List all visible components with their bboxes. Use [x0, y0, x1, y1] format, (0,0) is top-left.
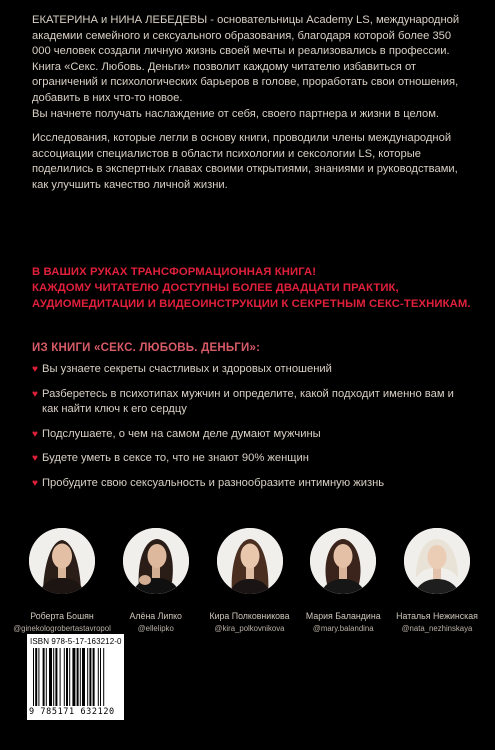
promo-line-1: В ВАШИХ РУКАХ ТРАНСФОРМАЦИОННАЯ КНИГА! — [32, 266, 317, 278]
intro-paragraph-founders — [32, 13, 472, 60]
benefit-text: Пробудите свою сексуальность и разнообразите интимную жизнь — [42, 476, 385, 489]
portrait-illustration — [310, 528, 376, 594]
author-name: Кира Полковникова — [209, 611, 290, 621]
barcode-bars — [33, 648, 119, 708]
barcode-number: 9 785171 632120 — [29, 707, 115, 717]
author-photo — [123, 528, 189, 594]
founders-names: ЕКАТЕРИНА и НИНА ЛЕБЕДЕВЫ — [32, 14, 208, 26]
author-card — [397, 528, 477, 633]
list-item — [32, 427, 472, 443]
list-item — [32, 387, 472, 418]
benefit-text: Вы узнаете секреты счастливых и здоровых отношений — [42, 363, 332, 375]
heart-icon: ♥ — [32, 364, 38, 375]
author-handle: @mary.balandina — [312, 624, 374, 633]
author-name: Роберта Бошян — [30, 611, 94, 621]
list-item — [32, 451, 472, 467]
list-item — [32, 362, 472, 378]
author-photo — [310, 528, 376, 594]
author-photo — [217, 528, 283, 594]
portrait-illustration — [404, 528, 470, 594]
author-photo — [404, 528, 470, 594]
benefit-text: Будете уметь в сексе то, что не знают 90% женщин — [42, 452, 309, 465]
author-handle: @ellelipko — [137, 624, 174, 633]
portrait-illustration — [217, 528, 283, 594]
benefit-text: Подслушаете, о чем на самом деле думают мужчины — [42, 427, 321, 440]
author-name: Наталья Нежинская — [396, 611, 478, 621]
heart-icon: ♥ — [32, 388, 38, 400]
intro-text — [32, 13, 472, 194]
benefits-title: ИЗ КНИГИ «СЕКС. ЛЮБОВЬ. ДЕНЬГИ»: — [32, 342, 261, 354]
benefits-list — [32, 362, 472, 501]
authors-row — [13, 528, 478, 633]
barcode-block — [27, 634, 124, 720]
author-photo — [29, 528, 95, 594]
isbn-label: ISBN 978-5-17-163212-0 — [30, 637, 122, 646]
intro-paragraph-book: Книга «Секс. Любовь. Деньги» позволит каждому читателю избавиться от ограничений и психологических барьеров в голове, проработать свои отношения, добавить в них что-то новое. — [32, 60, 459, 104]
author-card — [116, 528, 196, 633]
author-card — [303, 528, 383, 633]
heart-icon: ♥ — [32, 477, 38, 489]
author-card — [13, 528, 111, 633]
portrait-illustration — [29, 528, 95, 594]
intro-paragraph-research: Исследования, которые легли в основу книги, проводили члены международной ассоциации специалистов в области психологии и сексологии LS, которые поделились в экспертных главах своими открытиями, знаниями и руководствами, как улучшить качество личной жизни. — [32, 132, 458, 191]
author-handle: @ginekologrobertastavropol — [13, 624, 111, 633]
author-handle: @kira_polkovnikova — [214, 624, 285, 633]
benefit-text: Разберетесь в психотипах мужчин и определите, какой подходит именно вам и как найти ключ к его сердцу — [42, 387, 454, 416]
author-handle: @nata_nezhinskaya — [401, 624, 473, 633]
promo-block — [32, 264, 477, 312]
spacer — [32, 122, 472, 131]
author-name: Мария Баландина — [305, 611, 381, 621]
portrait-illustration — [123, 528, 189, 594]
author-name: Алёна Липко — [129, 611, 182, 621]
heart-icon: ♥ — [32, 428, 38, 440]
list-item — [32, 476, 472, 492]
author-card — [210, 528, 290, 633]
heart-icon: ♥ — [32, 453, 38, 465]
founders-description: - основательницы Academy LS, международной академии семейного и сексуального образования, благодаря которой более 350 000 человек создали личную жизнь своей мечты и реализовались в профессии. — [32, 14, 460, 58]
promo-line-2: КАЖДОМУ ЧИТАТЕЛЮ ДОСТУПНЫ БОЛЕЕ ДВАДЦАТИ ПРАКТИК, АУДИОМЕДИТАЦИИ И ВИДЕОИНСТРУКЦИИ К СЕКРЕТНЫМ СЕКС-ТЕХНИКАМ. — [32, 282, 471, 310]
intro-paragraph-pleasure: Вы начнете получать наслаждение от себя, своего партнера и жизни в целом. — [32, 107, 440, 120]
